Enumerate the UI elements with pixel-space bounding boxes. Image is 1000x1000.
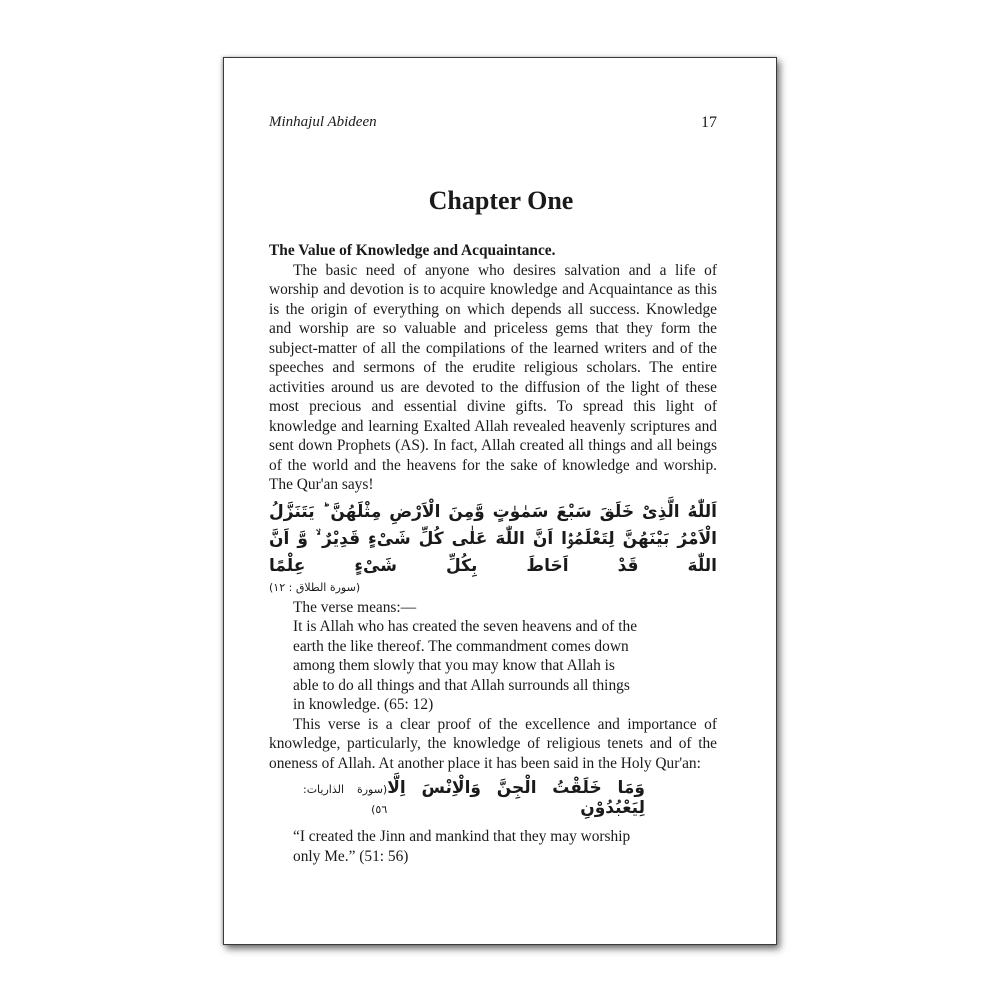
- paragraph-1: The basic need of anyone who desires salvation and a life of worship and devotion is to acquire knowledge and Acquaintance as this is the origin of everything on which depends all success. Knowledge and worship are so valuable and priceless gems that they form the subject-matter of all the compilations of the learned writers and of the speeches and sermons of the erudite religious scholars. The entire activities around us are devoted to the diffusion of the light of these most precious and essential divine gifts. To spread this light of knowledge and learning Exalted Allah revealed heavenly scriptures and sent down Prophets (AS). In fact, Allah created all things and all beings of the world and the heavens for the sake of knowledge and worship. The Qur'an says!: [269, 261, 717, 493]
- quran-verse-2-arabic: وَمَا خَلَقْتُ الْجِنَّ وَالْاِنْسَ اِلَّا لِیَعْبُدُوْنِ: [387, 778, 645, 818]
- quran-verse-2: [269, 779, 717, 819]
- book-page: [223, 57, 777, 945]
- verse-intro: The verse means:—: [293, 598, 417, 616]
- verse-2-translation-line: “I created the Jinn and mankind that they may worship: [293, 828, 631, 845]
- verse-translation-line: in knowledge. (65: 12): [293, 696, 434, 713]
- running-title: Minhajul Abideen: [269, 114, 377, 130]
- verse-translation-line: among them slowly that you may know that Allah is: [293, 657, 615, 674]
- verse-translation-block: [269, 598, 717, 715]
- quran-verse-reference: (سورة الطلاق : ۱۲): [269, 580, 361, 594]
- paragraph-2: This verse is a clear proof of the excellence and importance of knowledge, particularly, the knowledge of religious tenets and of the oneness of Allah. At another place it has been said in the Holy Qur'an:: [269, 715, 717, 772]
- verse-translation-line: earth the like thereof. The commandment comes down: [293, 637, 629, 655]
- verse-2-translation-block: [269, 827, 717, 866]
- verse-translation-line: It is Allah who has created the seven heavens and of the: [293, 618, 638, 635]
- quran-verse-2-reference: (سورة الذاريات: ٥٦): [303, 783, 388, 816]
- running-head: [269, 114, 717, 136]
- chapter-title: Chapter One: [428, 186, 574, 215]
- body-text: [269, 241, 717, 866]
- verse-translation-line: able to do all things and that Allah surrounds all things: [293, 676, 630, 694]
- page-number: 17: [701, 114, 717, 131]
- verse-2-translation-line: only Me.” (51: 56): [293, 847, 409, 865]
- section-heading: The Value of Knowledge and Acquaintance.: [269, 242, 556, 259]
- quran-verse-arabic: اَللّٰهُ الَّذِیْ خَلَقَ سَبْعَ سَمٰوٰتٍ وَّمِنَ الْاَرْضِ مِثْلَهُنَّ ؕ یَتَنَزَّلُ الْاَمْرُ بَیْنَهُنَّ لِتَعْلَمُوْۤا اَنَّ اللّٰهَ عَلٰی كُلِّ شَیْءٍ قَدِیْرٌ ۙ وَّ اَنَّ اللّٰهَ قَدْ اَحَاطَ بِكُلِّ شَیْءٍ عِلْمًا: [269, 501, 717, 576]
